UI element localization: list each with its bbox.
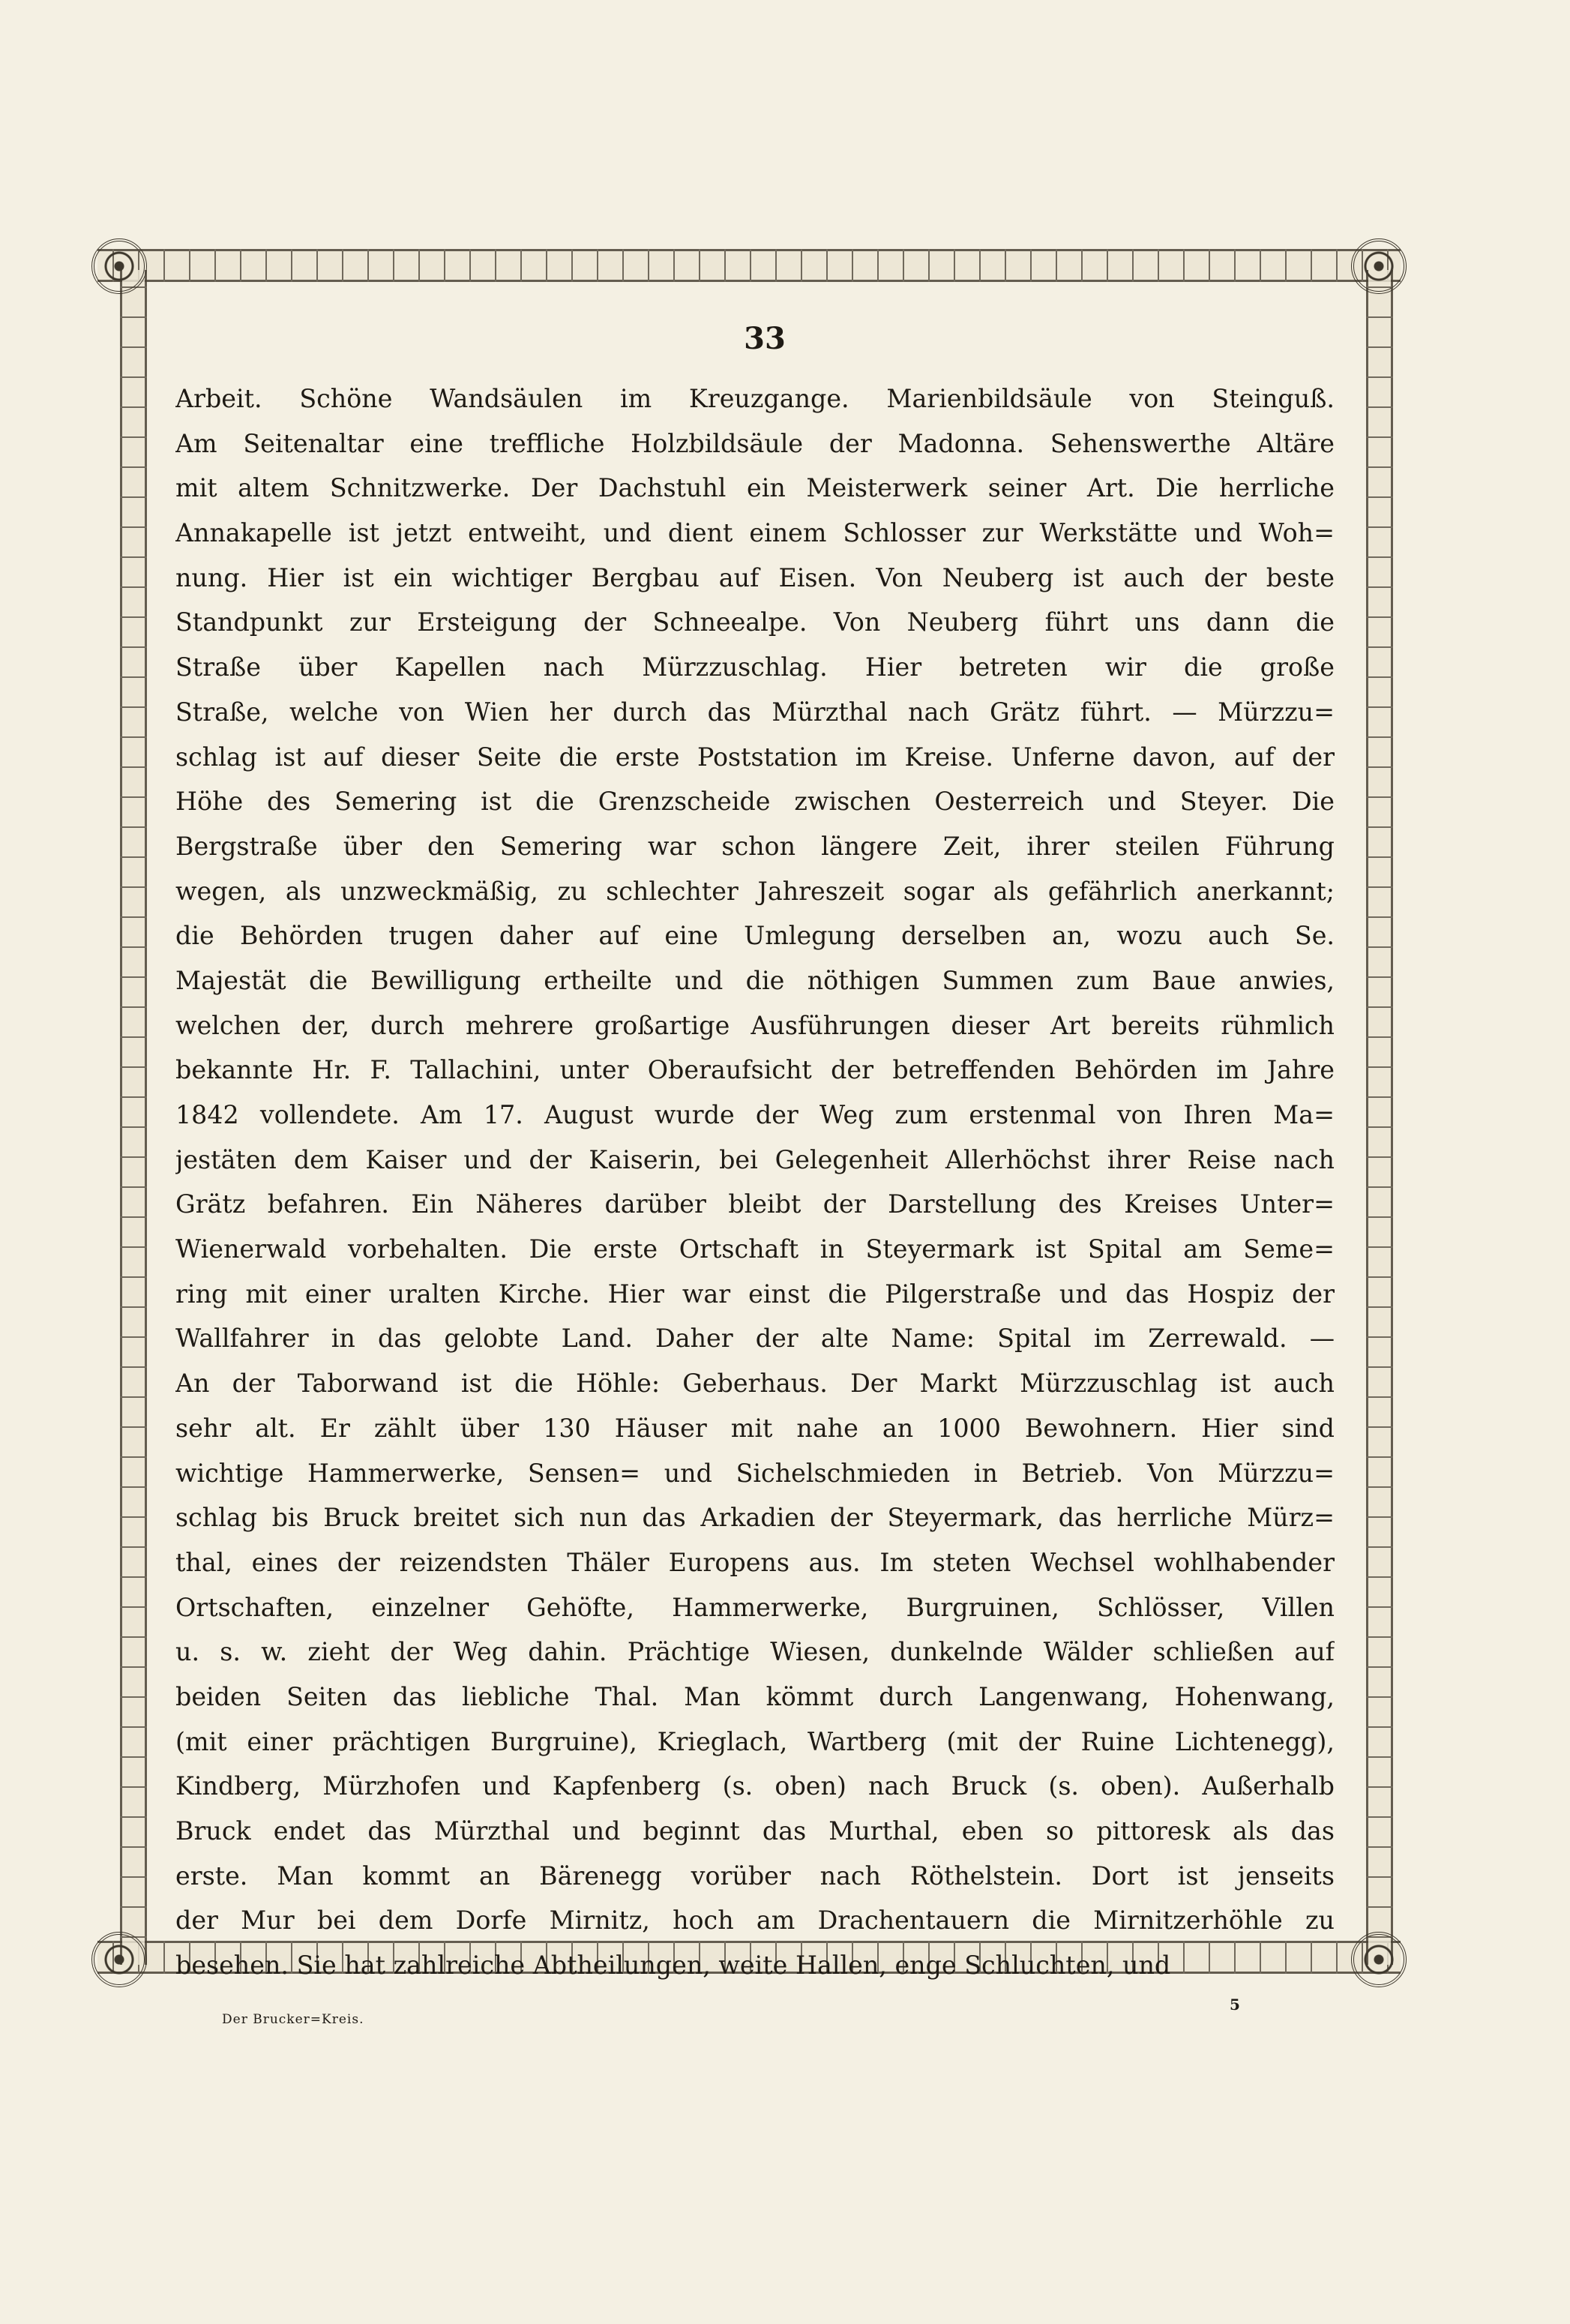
text-line: Straße, welche von Wien her durch das Mürzthal nach Grätz führt. — Mürzzu= — [175, 697, 1335, 727]
text-line: 1842 vollendete. Am 17. August wurde der Weg zum erstenmal von Ihren Ma= — [175, 1100, 1335, 1129]
text-line: schlag ist auf dieser Seite die erste Poststation im Kreise. Unferne davon, auf der — [175, 742, 1335, 772]
text-line: wegen, als unzweckmäßig, zu schlechter Jahreszeit sogar als gefährlich anerkannt; — [175, 876, 1335, 906]
sheet-number: 5 — [1230, 1996, 1240, 2014]
page-number: 33 — [744, 321, 786, 356]
text-line: Bergstraße über den Semering war schon längere Zeit, ihrer steilen Führung — [175, 831, 1335, 861]
text-line: thal, eines der reizendsten Thäler Europens aus. Im steten Wechsel wohlhabender — [175, 1547, 1335, 1577]
text-line: (mit einer prächtigen Burgruine), Krieglach, Wartberg (mit der Ruine Lichtenegg), — [175, 1726, 1335, 1756]
text-line: Ortschaften, einzelner Gehöfte, Hammerwerke, Burgruinen, Schlösser, Villen — [175, 1592, 1335, 1622]
text-line: Standpunkt zur Ersteigung der Schneealpe. Von Neuberg führt uns dann die — [175, 607, 1335, 637]
corner-ornament-bottom-left — [91, 1932, 147, 1987]
text-line: Wienerwald vorbehalten. Die erste Ortschaft in Steyermark ist Spital am Seme= — [175, 1234, 1335, 1264]
text-line: nung. Hier ist ein wichtiger Bergbau auf Eisen. Von Neuberg ist auch der beste — [175, 562, 1335, 592]
text-line: beiden Seiten das liebliche Thal. Man kömmt durch Langenwang, Hohenwang, — [175, 1681, 1335, 1711]
text-line: Kindberg, Mürzhofen und Kapfenberg (s. oben) nach Bruck (s. oben). Außerhalb — [175, 1771, 1335, 1801]
text-line: Annakapelle ist jetzt entweiht, und dient einem Schlosser zur Werkstätte und Woh= — [175, 518, 1335, 548]
text-line: Bruck endet das Mürzthal und beginnt das Murthal, eben so pittoresk als das — [175, 1816, 1335, 1846]
corner-ornament-top-right — [1351, 238, 1407, 294]
corner-ornament-bottom-right — [1351, 1932, 1407, 1987]
ornamental-border-top — [97, 249, 1401, 282]
text-line: Majestät die Bewilligung ertheilte und die nöthigen Summen zum Baue anwies, — [175, 965, 1335, 995]
text-line: der Mur bei dem Dorfe Mirnitz, hoch am Drachentauern die Mirnitzerhöhle zu — [175, 1906, 1335, 1936]
ornamental-border-right — [1366, 270, 1393, 1965]
text-line: Wallfahrer in das gelobte Land. Daher der alte Name: Spital im Zerrewald. — — [175, 1324, 1335, 1354]
text-line: besehen. Sie hat zahlreiche Abtheilungen, weite Hallen, enge Schluchten, und — [175, 1951, 1171, 1981]
text-line: jestäten dem Kaiser und der Kaiserin, bei Gelegenheit Allerhöchst ihrer Reise nach — [175, 1144, 1335, 1174]
text-line: bekannte Hr. F. Tallachini, unter Oberaufsicht der betreffenden Behörden im Jahre — [175, 1055, 1335, 1085]
text-line: Am Seitenaltar eine treffliche Holzbildsäule der Madonna. Sehenswerthe Altäre — [175, 428, 1335, 458]
text-line: mit altem Schnitzwerke. Der Dachstuhl ein Meisterwerk seiner Art. Die herrliche — [175, 473, 1335, 503]
text-line: u. s. w. zieht der Weg dahin. Prächtige Wiesen, dunkelnde Wälder schließen auf — [175, 1637, 1335, 1667]
text-line: welchen der, durch mehrere großartige Ausführungen dieser Art bereits rühmlich — [175, 1010, 1335, 1040]
corner-ornament-top-left — [91, 238, 147, 294]
text-line: Arbeit. Schöne Wandsäulen im Kreuzgange. Marienbildsäule von Steinguß. — [175, 384, 1335, 413]
text-line: schlag bis Bruck breitet sich nun das Arkadien der Steyermark, das herrliche Mürz= — [175, 1503, 1335, 1533]
ornamental-border-left — [120, 270, 147, 1965]
text-line: sehr alt. Er zählt über 130 Häuser mit nahe an 1000 Bewohnern. Hier sind — [175, 1413, 1335, 1443]
text-line: ring mit einer uralten Kirche. Hier war einst die Pilgerstraße und das Hospiz der — [175, 1279, 1335, 1309]
body-text — [175, 376, 1335, 1988]
text-line: An der Taborwand ist die Höhle: Geberhaus. Der Markt Mürzzuschlag ist auch — [175, 1369, 1335, 1399]
text-line: wichtige Hammerwerke, Sensen= und Sichelschmieden in Betrieb. Von Mürzzu= — [175, 1458, 1335, 1488]
text-line: erste. Man kommt an Bärenegg vorüber nach Röthelstein. Dort ist jenseits — [175, 1861, 1335, 1891]
text-line: Straße über Kapellen nach Mürzzuschlag. Hier betreten wir die große — [175, 652, 1335, 682]
text-line: die Behörden trugen daher auf eine Umlegung derselben an, wozu auch Se. — [175, 921, 1335, 951]
text-line: Höhe des Semering ist die Grenzscheide zwischen Oesterreich und Steyer. Die — [175, 787, 1335, 817]
signature-mark: Der Brucker=Kreis. — [222, 2012, 364, 2027]
text-line: Grätz befahren. Ein Näheres darüber bleibt der Darstellung des Kreises Unter= — [175, 1189, 1335, 1219]
